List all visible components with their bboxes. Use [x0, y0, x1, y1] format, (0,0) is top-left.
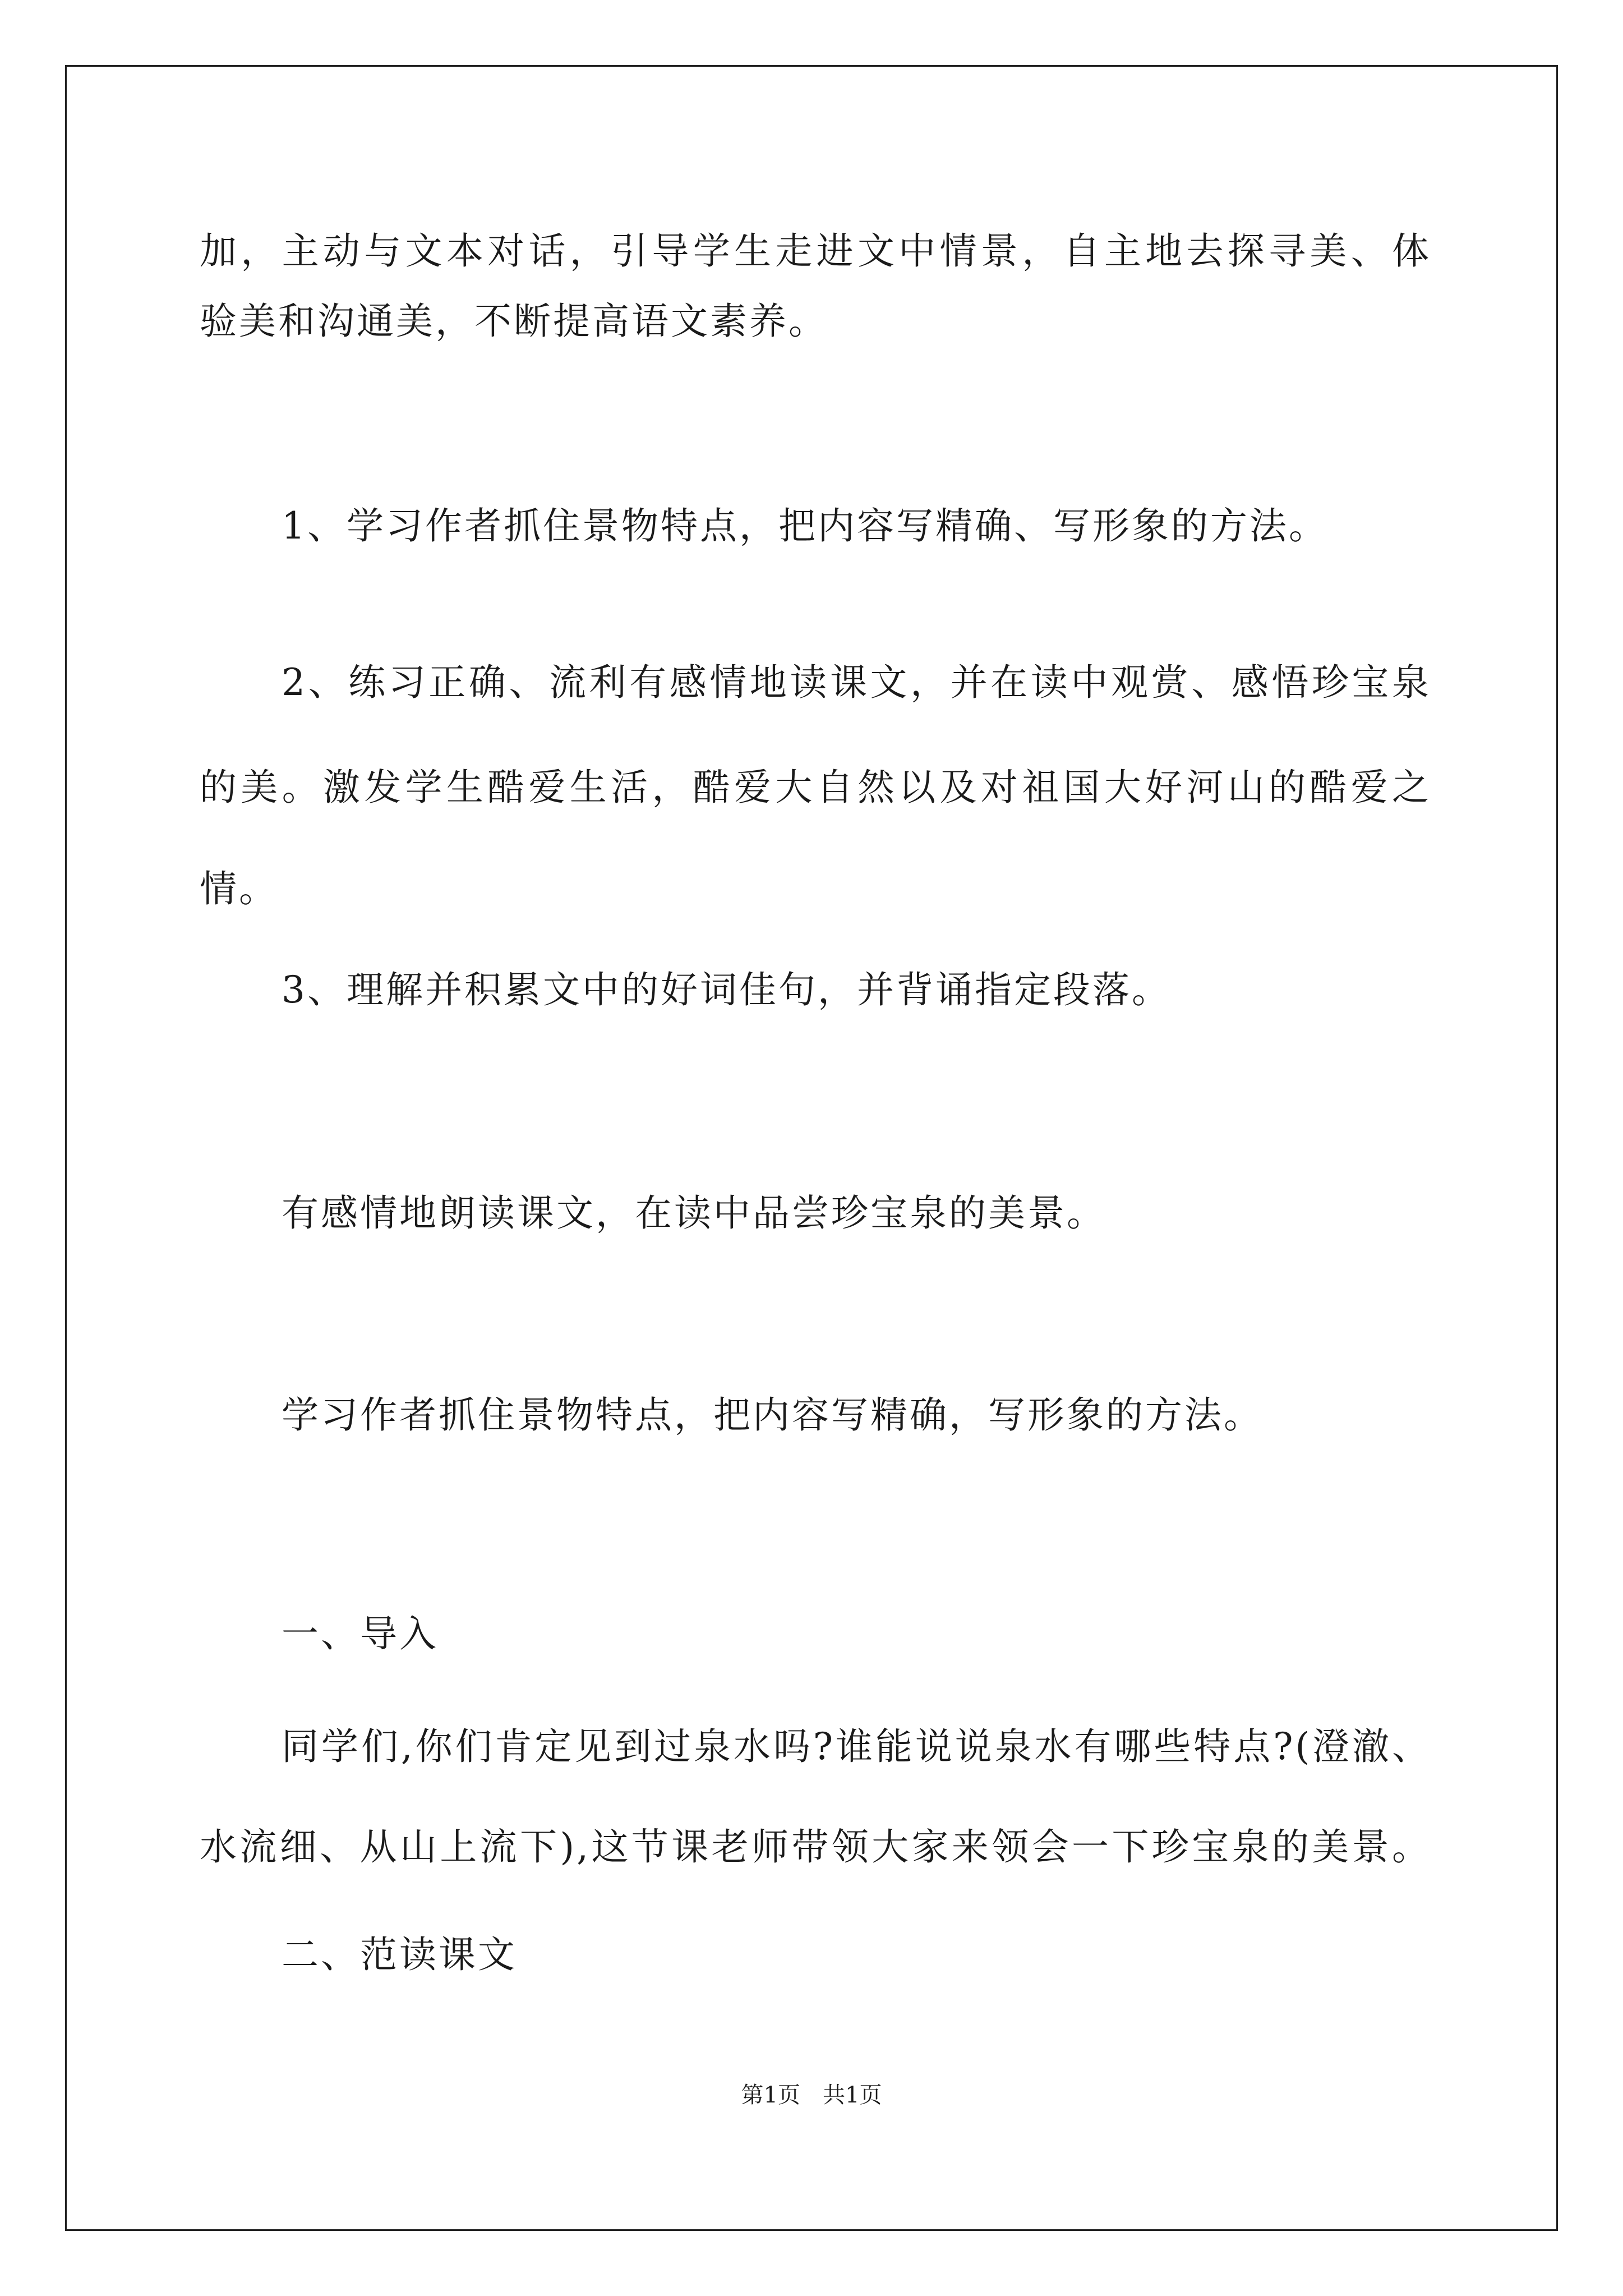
- paragraph-line: 情。: [200, 867, 278, 910]
- objective-3: 3、理解并积累文中的好词佳句，并背诵指定段落。: [282, 968, 1171, 1011]
- section-heading-intro: 一、导入: [282, 1612, 439, 1655]
- objective-2: 2、练习正确、流利有感情地读课文，并在读中观赏、感悟珍宝泉: [282, 661, 1431, 704]
- page-border: [65, 65, 1558, 2231]
- paragraph-line: 加，主动与文本对话，引导学生走进文中情景，自主地去探寻美、体: [200, 229, 1431, 273]
- paragraph-line: 水流细、从山上流下),这节课老师带领大家来领会一下珍宝泉的美景。: [200, 1825, 1431, 1869]
- key-point: 有感情地朗读课文，在读中品尝珍宝泉的美景。: [282, 1191, 1106, 1235]
- paragraph-line: 同学们,你们肯定见到过泉水吗?谁能说说泉水有哪些特点?(澄澈、: [282, 1725, 1431, 1768]
- paragraph-line: 验美和沟通美，不断提高语文素养。: [200, 300, 828, 343]
- difficult-point: 学习作者抓住景物特点，把内容写精确，写形象的方法。: [282, 1393, 1263, 1437]
- paragraph-line: 的美。激发学生酷爱生活，酷爱大自然以及对祖国大好河山的酷爱之: [200, 766, 1431, 809]
- objective-1: 1、学习作者抓住景物特点，把内容写精确、写形象的方法。: [282, 504, 1328, 547]
- page-footer: 第1页 共1页: [741, 2082, 882, 2108]
- section-heading-reading: 二、范读课文: [282, 1933, 517, 1976]
